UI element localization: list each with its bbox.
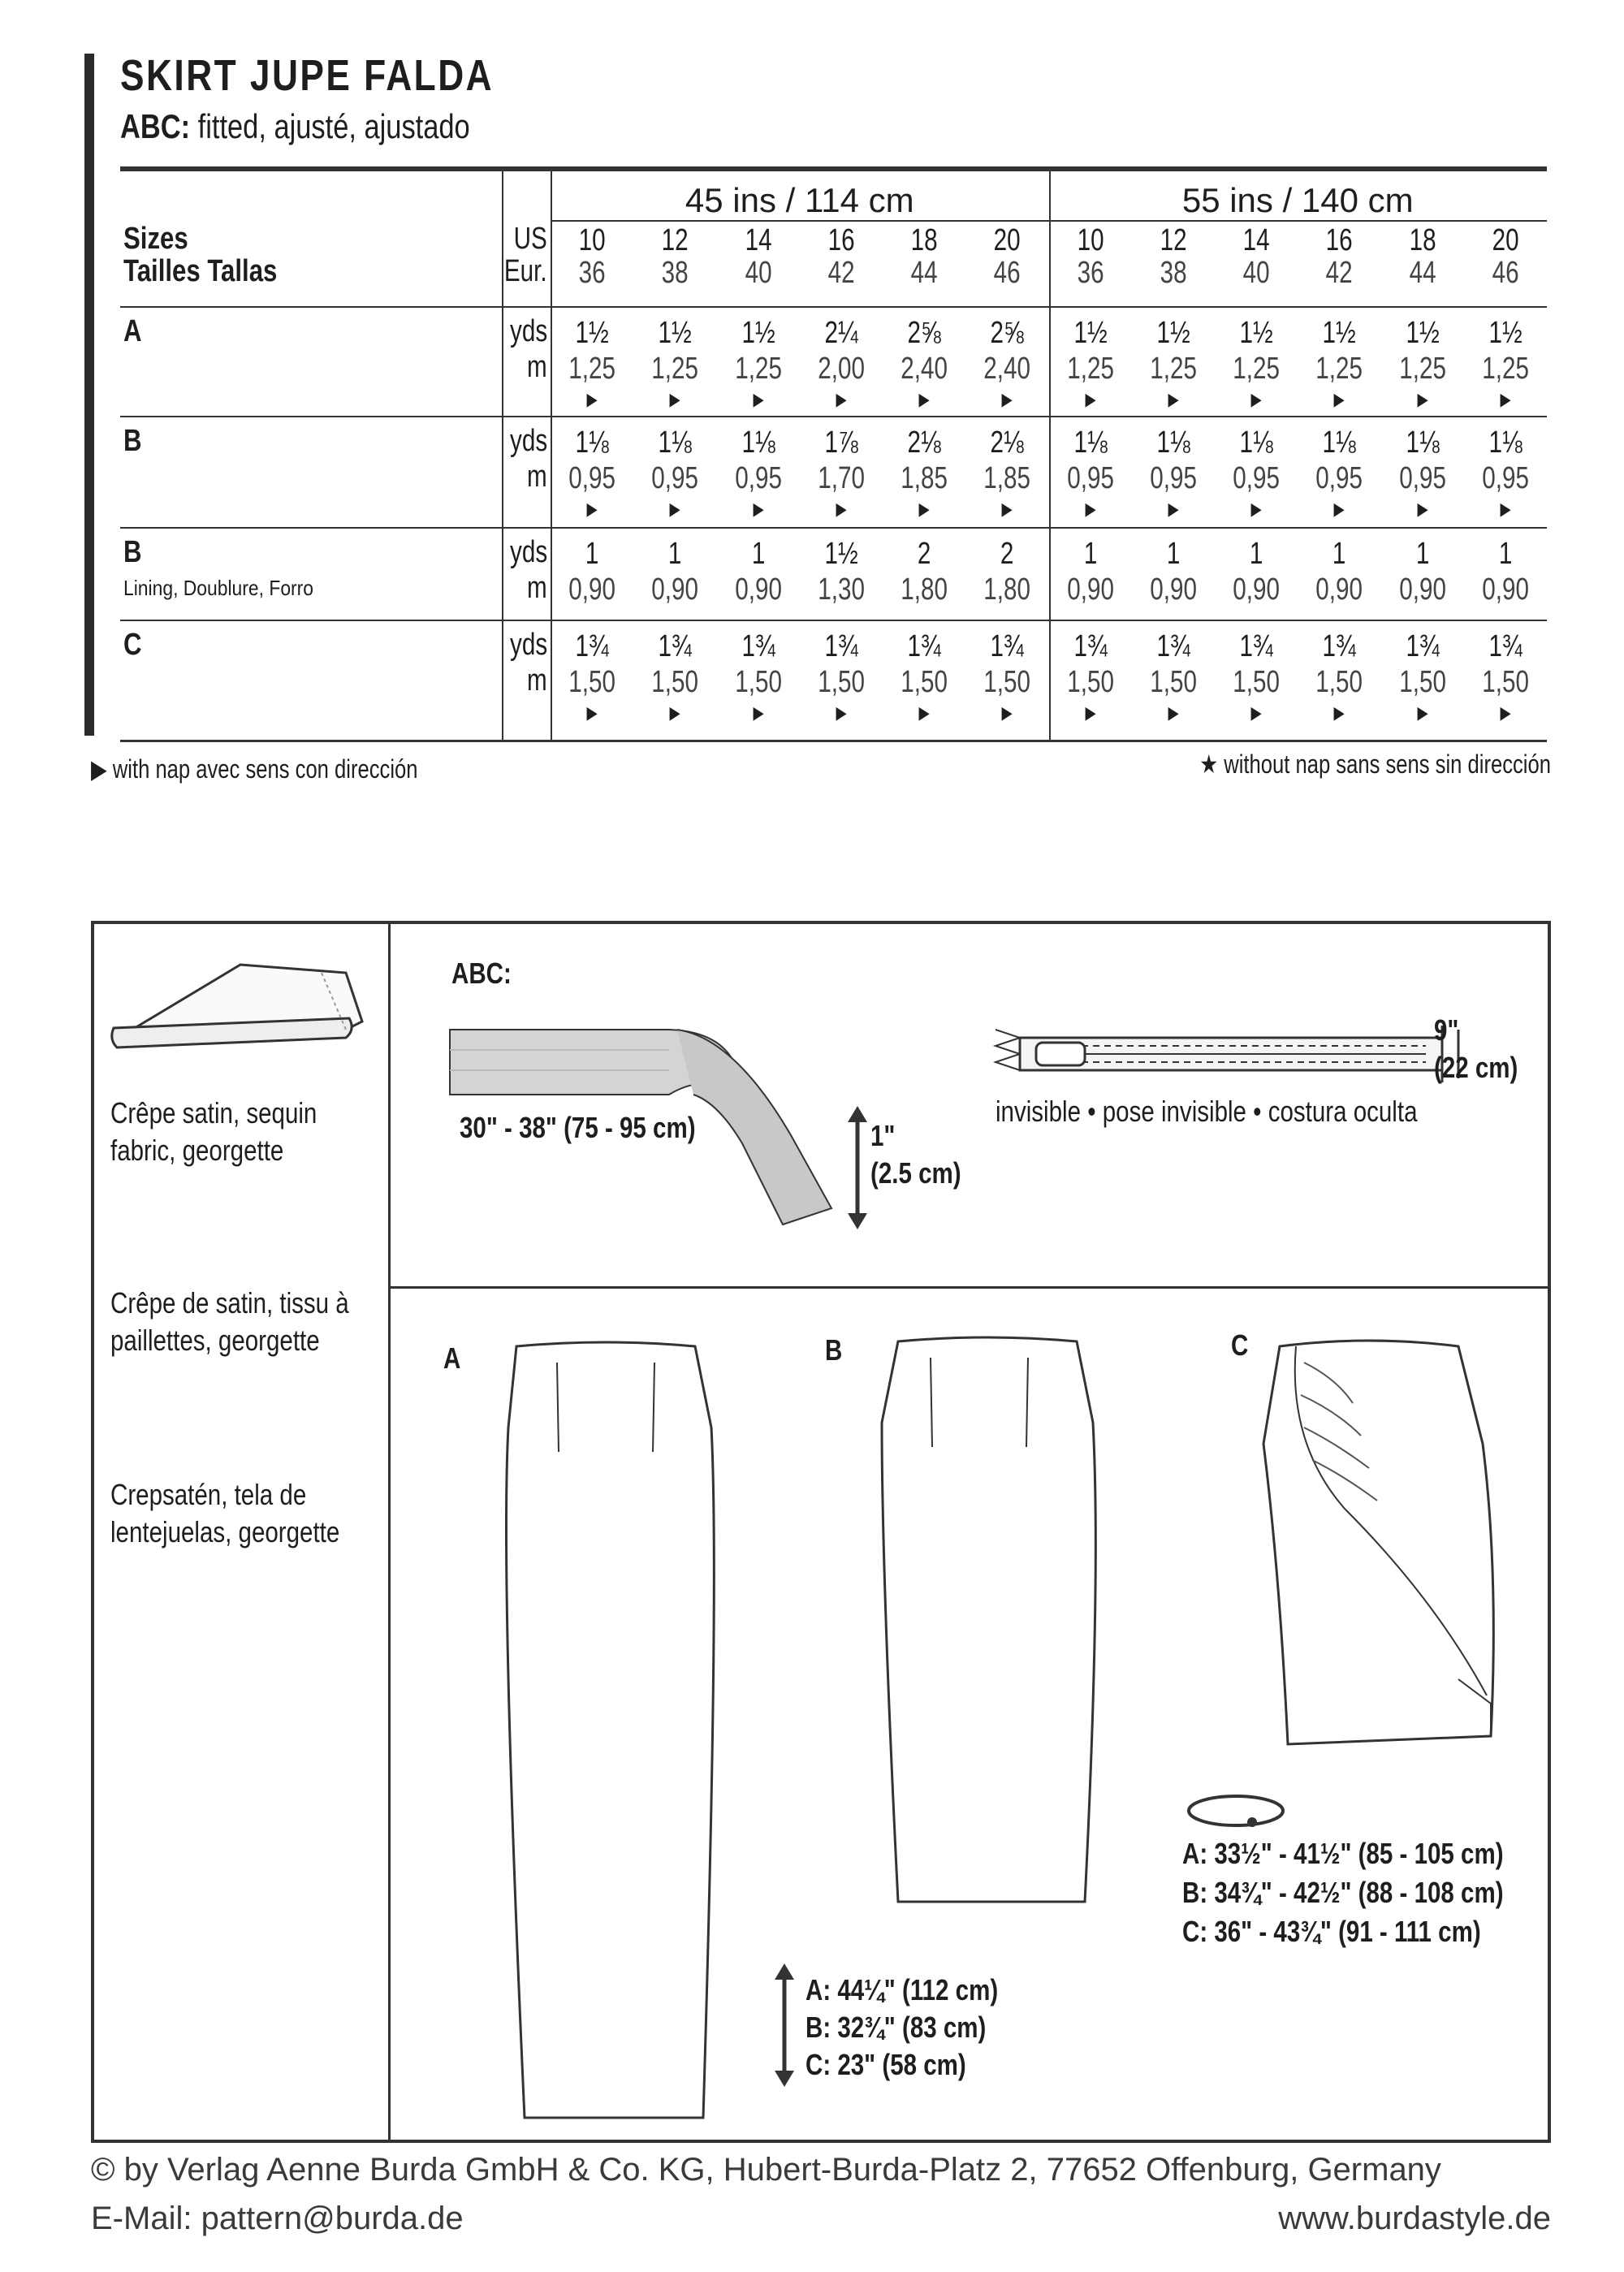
with-nap-marker: ▶: [836, 499, 847, 519]
m-unit-label: m: [527, 350, 547, 384]
yardage-m: 0,90: [1066, 572, 1114, 607]
length-measurement-c: C: 23" (58 cm): [806, 2048, 966, 2081]
yardage-yds: 1⅛: [741, 425, 775, 460]
m-unit-label: m: [527, 460, 547, 494]
yardage-yds: 1¾: [824, 629, 858, 663]
with-nap-marker: ▶: [1500, 499, 1511, 519]
yardage-m: 1,50: [651, 665, 699, 699]
yardage-yds: 1¾: [1156, 629, 1190, 663]
zipper-illustration: [987, 1022, 1507, 1086]
footer-copyright: © by Verlag Aenne Burda GmbH & Co. KG, Hubert-Burda-Platz 2, 77652 Offenburg, Germany: [91, 2152, 1441, 2188]
with-nap-marker: ▶: [1333, 499, 1345, 519]
with-nap-marker: ▶: [836, 389, 847, 409]
with-nap-marker: ▶: [1001, 389, 1013, 409]
yardage-m: 1,80: [901, 572, 948, 607]
us-size-label: US: [513, 222, 547, 256]
length-measurement-b: B: 32¾" (83 cm): [806, 2011, 987, 2044]
page-title: SKIRT JUPE FALDA: [120, 51, 495, 100]
yardage-yds: 1: [751, 537, 765, 571]
yardage-yds: 1½: [824, 537, 858, 571]
yardage-m: 0,90: [734, 572, 782, 607]
row-label-b: B: [123, 535, 142, 569]
yardage-m: 1,50: [901, 665, 948, 699]
yardage-m: 1,50: [734, 665, 782, 699]
yardage-yds: 2: [1000, 537, 1014, 571]
with-nap-marker: ▶: [1500, 389, 1511, 409]
yardage-yds: 1⅛: [658, 425, 692, 460]
eur-size: 38: [661, 256, 689, 290]
eur-size: 46: [1492, 256, 1519, 290]
hip-circumference-icon: [1182, 1790, 1296, 1838]
yardage-m: 1,25: [1150, 352, 1197, 386]
length-arrow: [768, 1960, 801, 2090]
yardage-yds: 1⅛: [1156, 425, 1190, 460]
yardage-m: 2,00: [818, 352, 865, 386]
page-subtitle: [120, 107, 470, 146]
with-nap-marker: ▶: [1250, 702, 1262, 723]
row-label-c: C: [123, 628, 142, 662]
yds-unit-label: yds: [509, 535, 547, 569]
yardage-m: 1,50: [1066, 665, 1114, 699]
with-nap-marker: ▶: [1085, 389, 1096, 409]
view-b-skirt-drawing: [857, 1333, 1150, 1918]
row-label-a: A: [123, 314, 142, 348]
yardage-m: 1,25: [1482, 352, 1529, 386]
ribbon-width-cm: (2.5 cm): [870, 1156, 961, 1190]
legend-without-nap: ★ without nap sans sens sin dirección: [1199, 749, 1551, 779]
yardage-yds: 1¾: [1488, 629, 1522, 663]
yardage-yds: 1½: [1156, 316, 1190, 350]
row-label-b: B: [123, 424, 142, 458]
eur-size: 44: [1409, 256, 1436, 290]
yardage-m: 0,95: [1315, 461, 1363, 495]
with-nap-marker: ▶: [918, 389, 930, 409]
yardage-yds: 2¼: [824, 316, 858, 350]
eur-size-label: Eur.: [504, 254, 547, 288]
yardage-yds: 1: [668, 537, 682, 571]
with-nap-marker: ▶: [669, 702, 680, 723]
yardage-m: 2,40: [983, 352, 1031, 386]
with-nap-marker: ▶: [1417, 389, 1428, 409]
yardage-m: 0,90: [651, 572, 699, 607]
with-nap-marker: ▶: [918, 702, 930, 723]
us-size: 12: [661, 223, 689, 257]
with-nap-marker: ▶: [669, 499, 680, 519]
legend-with-nap: ▶ with nap avec sens con dirección: [91, 754, 418, 784]
hip-measurement-c: C: 36" - 43¾" (91 - 111 cm): [1182, 1915, 1481, 1948]
yardage-m: 1,50: [1150, 665, 1197, 699]
box-divider-horizontal: [388, 1286, 1548, 1289]
table-vline: [551, 171, 552, 740]
with-nap-marker: ▶: [753, 702, 764, 723]
yardage-yds: 1: [1166, 537, 1181, 571]
yardage-m: 1,50: [568, 665, 615, 699]
us-size: 10: [1077, 223, 1104, 257]
yardage-yds: 1⅛: [1073, 425, 1108, 460]
yardage-yds: 2⅛: [990, 425, 1024, 460]
yardage-yds: 1¾: [575, 629, 609, 663]
yardage-yds: 1⅛: [1239, 425, 1273, 460]
yardage-m: 0,95: [1482, 461, 1529, 495]
yardage-m: 1,85: [983, 461, 1031, 495]
us-size: 10: [578, 223, 606, 257]
yardage-m: 0,90: [1233, 572, 1280, 607]
yardage-yds: 1½: [575, 316, 609, 350]
us-size: 14: [1242, 223, 1270, 257]
yardage-yds: 1⅛: [1322, 425, 1356, 460]
us-size: 12: [1160, 223, 1187, 257]
sizes-label: Sizes: [123, 222, 188, 256]
yardage-m: 0,90: [1315, 572, 1363, 607]
subtitle-views: ABC:: [120, 107, 191, 145]
eur-size: 38: [1160, 256, 1187, 290]
yardage-yds: 1½: [1239, 316, 1273, 350]
fabric-width-header: 45 ins / 114 cm: [685, 181, 914, 219]
yds-unit-label: yds: [509, 628, 547, 662]
eur-size: 40: [745, 256, 772, 290]
eur-size: 40: [1242, 256, 1270, 290]
yardage-yds: 1⅛: [1488, 425, 1522, 460]
with-nap-marker: ▶: [586, 702, 598, 723]
yardage-yds: 1¾: [1073, 629, 1108, 663]
with-nap-marker: ▶: [1001, 499, 1013, 519]
yardage-m: 0,90: [1482, 572, 1529, 607]
yardage-m: 0,95: [1398, 461, 1446, 495]
yardage-yds: 1: [1249, 537, 1263, 571]
yardage-yds: 1½: [1406, 316, 1440, 350]
notions-label: ABC:: [451, 957, 512, 990]
us-size: 18: [1409, 223, 1436, 257]
fabric-width-header: 55 ins / 140 cm: [1181, 181, 1414, 219]
with-nap-marker: ▶: [1085, 499, 1096, 519]
row-sublabel: Lining, Doublure, Forro: [123, 576, 314, 600]
fabric-suggestion-fr: Crêpe de satin, tissu à paillettes, georgette: [110, 1286, 349, 1357]
yardage-yds: 1¾: [907, 629, 941, 663]
notions-and-views-box: [91, 921, 1551, 2143]
hip-measurement-b: B: 34¾" - 42½" (88 - 108 cm): [1182, 1876, 1504, 1909]
yardage-yds: 2⅝: [907, 316, 941, 350]
view-a-label: A: [443, 1341, 461, 1375]
yardage-m: 1,30: [818, 572, 865, 607]
with-nap-marker: ▶: [753, 499, 764, 519]
eur-size: 36: [1077, 256, 1104, 290]
hip-measurement-a: A: 33½" - 41½" (85 - 105 cm): [1182, 1837, 1504, 1870]
yardage-yds: 1¾: [741, 629, 775, 663]
yardage-m: 2,40: [901, 352, 948, 386]
ribbon-length-label: 30" - 38" (75 - 95 cm): [460, 1111, 696, 1144]
yardage-yds: 1: [1415, 537, 1429, 571]
yardage-yds: 1⅛: [575, 425, 609, 460]
with-nap-marker: ▶: [1417, 702, 1428, 723]
yardage-m: 0,95: [1233, 461, 1280, 495]
yardage-m: 0,95: [734, 461, 782, 495]
with-nap-marker: ▶: [586, 389, 598, 409]
yardage-m: 1,80: [983, 572, 1031, 607]
with-nap-marker: ▶: [1250, 499, 1262, 519]
yardage-m: 1,50: [1315, 665, 1363, 699]
with-nap-marker: ▶: [586, 499, 598, 519]
ribbon-width-inches: 1": [870, 1119, 896, 1152]
yardage-yds: 1½: [741, 316, 775, 350]
with-nap-marker: ▶: [1168, 389, 1179, 409]
yardage-yds: 2⅝: [990, 316, 1024, 350]
table-hline: [120, 527, 1547, 529]
yardage-m: 1,25: [1398, 352, 1446, 386]
yardage-table: [120, 166, 1547, 742]
us-size: 18: [910, 223, 938, 257]
yds-unit-label: yds: [509, 424, 547, 458]
with-nap-marker: ▶: [1168, 702, 1179, 723]
view-a-skirt-drawing: [468, 1338, 776, 2118]
yardage-m: 1,70: [818, 461, 865, 495]
yardage-yds: 1⅛: [1406, 425, 1440, 460]
table-hline: [120, 306, 1547, 308]
yardage-m: 0,95: [1066, 461, 1114, 495]
us-size: 20: [1492, 223, 1519, 257]
yardage-m: 0,90: [1398, 572, 1446, 607]
eur-size: 46: [993, 256, 1021, 290]
yardage-m: 0,95: [1150, 461, 1197, 495]
yardage-m: 0,90: [568, 572, 615, 607]
box-divider-vertical: [388, 924, 391, 2140]
footer-website[interactable]: www.burdastyle.de: [1278, 2201, 1551, 2236]
us-size: 16: [827, 223, 855, 257]
ribbon-width-arrow: [841, 1103, 874, 1233]
yardage-yds: 1¾: [658, 629, 692, 663]
with-nap-marker: ▶: [1250, 389, 1262, 409]
yardage-m: 1,25: [1315, 352, 1363, 386]
yardage-m: 1,85: [901, 461, 948, 495]
table-vline: [502, 171, 503, 740]
eur-size: 44: [910, 256, 938, 290]
zipper-length-cm: (22 cm): [1434, 1051, 1518, 1084]
yardage-yds: 1: [1083, 537, 1097, 571]
with-nap-marker: ▶: [1168, 499, 1179, 519]
us-size: 16: [1325, 223, 1353, 257]
with-nap-marker: ▶: [669, 389, 680, 409]
zipper-type-label: invisible • pose invisible • costura oculta: [996, 1095, 1418, 1128]
yardage-m: 0,95: [651, 461, 699, 495]
with-nap-marker: ▶: [1085, 702, 1096, 723]
with-nap-marker: ▶: [1001, 702, 1013, 723]
yardage-yds: 1¾: [990, 629, 1024, 663]
eur-size: 36: [578, 256, 606, 290]
yardage-m: 0,95: [568, 461, 615, 495]
m-unit-label: m: [527, 663, 547, 698]
yardage-yds: 1¾: [1406, 629, 1440, 663]
yardage-yds: 1½: [658, 316, 692, 350]
yardage-yds: 2: [917, 537, 931, 571]
yardage-m: 0,90: [1150, 572, 1197, 607]
view-b-label: B: [825, 1333, 843, 1367]
fabric-roll-icon: [102, 948, 378, 1062]
table-vline: [1049, 171, 1051, 740]
yardage-m: 1,50: [1233, 665, 1280, 699]
yardage-m: 1,25: [568, 352, 615, 386]
yds-unit-label: yds: [509, 314, 547, 348]
view-c-label: C: [1231, 1328, 1249, 1362]
yardage-m: 1,50: [1482, 665, 1529, 699]
with-nap-marker: ▶: [1333, 389, 1345, 409]
with-nap-marker: ▶: [1333, 702, 1345, 723]
yardage-yds: 1½: [1322, 316, 1356, 350]
fabric-suggestion-es: Crepsatén, tela de lentejuelas, georgette: [110, 1478, 340, 1549]
yardage-m: 1,25: [734, 352, 782, 386]
yardage-yds: 2⅛: [907, 425, 941, 460]
with-nap-marker: ▶: [836, 702, 847, 723]
yardage-yds: 1¾: [1239, 629, 1273, 663]
yardage-m: 1,50: [818, 665, 865, 699]
footer-email[interactable]: E-Mail: pattern@burda.de: [91, 2201, 464, 2236]
m-unit-label: m: [527, 571, 547, 605]
yardage-m: 1,25: [1066, 352, 1114, 386]
with-nap-marker: ▶: [1417, 499, 1428, 519]
zipper-length-inches: 9": [1434, 1013, 1459, 1047]
yardage-yds: 1: [585, 537, 599, 571]
table-hline: [120, 620, 1547, 621]
subtitle-fit: fitted, ajusté, ajustado: [197, 107, 470, 145]
us-size: 20: [993, 223, 1021, 257]
yardage-yds: 1⅞: [824, 425, 858, 460]
fabric-suggestion-en: Crêpe satin, sequin fabric, georgette: [110, 1096, 317, 1167]
yardage-m: 1,50: [983, 665, 1031, 699]
sizes-label-fr-es: Tailles Tallas: [123, 254, 278, 288]
yardage-m: 1,50: [1398, 665, 1446, 699]
yardage-m: 1,25: [651, 352, 699, 386]
eur-size: 42: [1325, 256, 1353, 290]
length-measurement-a: A: 44¼" (112 cm): [806, 1973, 999, 2006]
us-size: 14: [745, 223, 772, 257]
view-c-skirt-drawing: [1247, 1330, 1540, 1752]
title-accent-bar: [84, 54, 94, 736]
yardage-m: 1,25: [1233, 352, 1280, 386]
with-nap-marker: ▶: [753, 389, 764, 409]
table-hline: [120, 416, 1547, 417]
yardage-yds: 1¾: [1322, 629, 1356, 663]
with-nap-marker: ▶: [1500, 702, 1511, 723]
yardage-yds: 1½: [1073, 316, 1108, 350]
yardage-yds: 1½: [1488, 316, 1522, 350]
with-nap-marker: ▶: [918, 499, 930, 519]
yardage-yds: 1: [1332, 537, 1346, 571]
yardage-yds: 1: [1498, 537, 1513, 571]
eur-size: 42: [827, 256, 855, 290]
